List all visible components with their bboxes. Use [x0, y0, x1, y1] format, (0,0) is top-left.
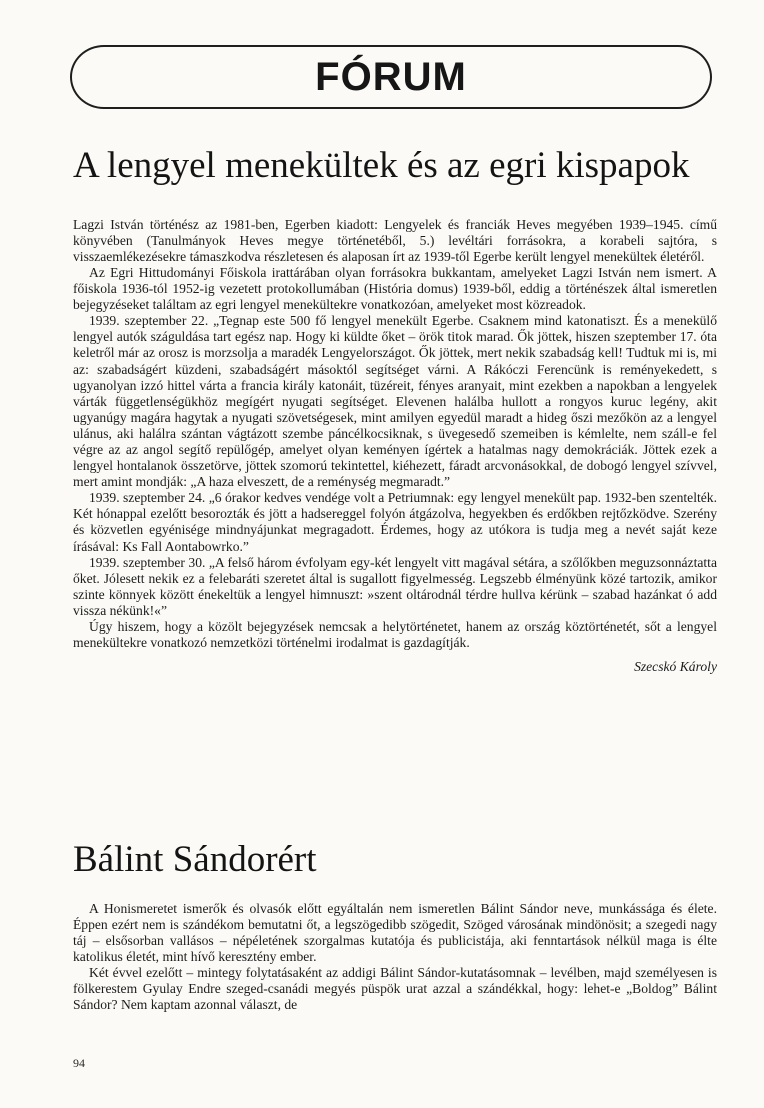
article-body — [73, 217, 717, 652]
article-body — [73, 901, 717, 1014]
article-lengyel-menekultek — [73, 146, 717, 675]
paragraph: 1939. szeptember 24. „6 órakor kedves vendége volt a Petriumnak: egy lengyel menekült pap. 1932-ben szentelték. Két hónappal ezelőtt besorozták és jött a hadsereggel folyón átgázolva, hegyekben és erdőkben rejtőzködve. Szerény és közvetlen egyénisége mindnyájunkat megragadott. Érdemes, hogy az utókora is tudja meg a nevét saját keze írásával: Ks Fall Aontabowrko.” — [73, 490, 717, 554]
article-title: A lengyel menekültek és az egri kispapok — [73, 145, 690, 186]
author-signature: Szecskó Károly — [634, 659, 717, 675]
article-balint-sandorert — [73, 840, 717, 1013]
paragraph: 1939. szeptember 22. „Tegnap este 500 fő lengyel menekült Egerbe. Csaknem mind katonatiszt. És a menekülő lengyel autók száguldása tart egész nap. Hogy ki küldte őket – örök titok marad. Ők jöttek, hiszen szeptember 17. óta keletről már az orosz is morzsolja a maradék Lengyelországot. Ők jöttek, mert nekik szabadság kell! Tudtuk mi is, mi az: szabadságért küzdeni, szabadságért másoktól segítséget várni. A Rákóczi Ferencünk is reményekedett, s ugyanolyan izzó hittel várta a francia király katonáit, tüzéreit, fényes aranyait, mint ezekben a napokban a lengyelek várták függetlenségükhöz megígért nyugati segítséget. Elevenen halálba hullott a rongyos kuruc legény, akit ugyanúgy magára hagytak a nyugati szövetségesek, mint amilyen egyedül maradt a hideg őszi mezőkön az a lengyel ulánus, aki halálra szántan vágtázott szembe páncélkocsiknak, s üvegesedő szemeiben is kémlelte, nem száll-e fel végre az az angol segítő repülőgép, amelyet olyan keményen ígértek a hatalmas nagy demokráciák. Jöttek ezek a lengyel hontalanok összetörve, jöttek szomorú tekintettel, kiéhezett, fáradt arcvonásokkal, de dobogó lengyel szívvel, mert amint mondják: „A haza elveszett, de a reménység megmaradt.” — [73, 313, 717, 490]
banner-title: FÓRUM — [315, 54, 467, 99]
paragraph: Lagzi István történész az 1981-ben, Egerben kiadott: Lengyelek és franciák Heves megyében 1939–1945. című könyvében (Tanulmányok Heves megye történetéből, 5.) levéltári forrásokra, a korabeli sajtóra, s visszaemlékezésekre támaszkodva részletesen és alaposan írt az 1939-től Egerbe került lengyel menekültek életéről. — [73, 216, 717, 264]
paragraph: Két évvel ezelőtt – mintegy folytatásaként az addigi Bálint Sándor-kutatásomnak – levélben, majd személyesen is fölkerestem Gyulay Endre szeged-csanádi megyés püspök urat azzal a szándékkal, hogy: lehet-e „Boldog” Bálint Sándor? Nem kaptam azonnal választ, de — [73, 965, 717, 1013]
page-number: 94 — [73, 1056, 85, 1070]
section-banner — [70, 45, 712, 109]
article-title: Bálint Sándorért — [73, 839, 317, 880]
paragraph: 1939. szeptember 30. „A felső három évfolyam egy-két lengyelt vitt magával sétára, a szőlőkben meguzsonnáztatta őket. Jólesett nekik ez a felebaráti szeretet által is sugallott figyelmesség. Legszebb élményünk közé tartozik, amikor szinte könnyek között énekeltük a lengyel himnuszt: »szent oltárodnál térdre hullva kérünk – szabad hazánkat ó add vissza nékünk!«” — [73, 554, 717, 618]
paragraph: A Honismeretet ismerők és olvasók előtt egyáltalán nem ismeretlen Bálint Sándor neve, munkássága és élete. Éppen ezért nem is szándékom bemutatni őt, a legszögedibb szögedit, Szöged városának mindönösit; a szegedi nagy táj – elsősorban vallásos – népéletének szorgalmas kutatója és publicistája, aki fenntartások nélkül maga is élte katolikus életét, mint hívő keresztény ember. — [73, 900, 717, 964]
paragraph: Úgy hiszem, hogy a közölt bejegyzések nemcsak a helytörténetet, hanem az ország köztörténetét, sőt a lengyel menekültekre vonatkozó nemzetközi történelmi irodalmat is gazdagítják. — [73, 619, 717, 651]
paragraph: Az Egri Hittudományi Főiskola irattárában olyan forrásokra bukkantam, amelyeket Lagzi István nem ismert. A főiskola 1936-tól 1952-ig vezetett protokollumában (História domus) 1939-ből, eddig a történészek által ismeretlen bejegyzéseket találtam az egri lengyel menekültekre vonatkozóan, amelyeket most közreadok. — [73, 264, 717, 313]
